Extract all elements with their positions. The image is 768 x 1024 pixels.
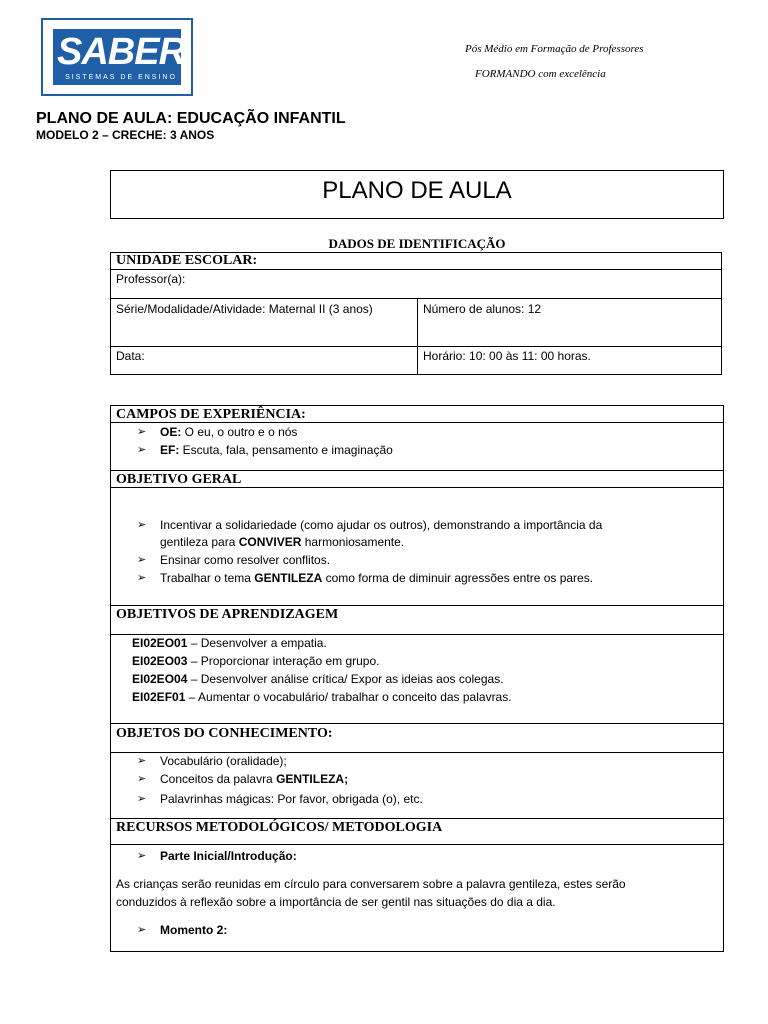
professor-field: Professor(a): xyxy=(111,270,722,299)
momento-2: Momento 2: xyxy=(160,923,228,937)
arrow-bullet-icon: ➢ xyxy=(137,793,147,805)
aprend-item-4: EI02EF01 – Aumentar o vocabulário/ trabalhar o conceito das palavras. xyxy=(132,690,512,704)
aprend-item-3: EI02EO04 – Desenvolver análise crítica/ Expor as ideias aos colegas. xyxy=(132,672,504,686)
arrow-bullet-icon: ➢ xyxy=(137,444,147,456)
objetivo-geral-title: OBJETIVO GERAL xyxy=(110,470,724,488)
objetivo-item-1: Incentivar a solidariedade (como ajudar os outros), demonstrando a importância da xyxy=(160,518,603,532)
identification-table xyxy=(110,252,722,375)
campo-item-ef: EF: Escuta, fala, pensamento e imaginação xyxy=(160,443,393,457)
arrow-bullet-icon: ➢ xyxy=(137,519,147,531)
header-slogan: FORMANDO com excelência xyxy=(475,68,606,80)
objetivo-item-1-cont: gentileza para CONVIVER harmoniosamente. xyxy=(160,535,405,549)
document-title: PLANO DE AULA: EDUCAÇÃO INFANTIL xyxy=(36,110,346,127)
serie-field: Série/Modalidade/Atividade: Maternal II (3 anos) xyxy=(111,299,418,347)
document-subtitle: MODELO 2 – CRECHE: 3 ANOS xyxy=(36,128,215,142)
objetos-title: OBJETOS DO CONHECIMENTO: xyxy=(110,723,724,753)
recursos-title: RECURSOS METODOLÓGICOS/ METODOLOGIA xyxy=(110,818,724,845)
logo-tagline: SISTEMAS DE ENSINO xyxy=(65,74,177,81)
logo-name: SABER xyxy=(57,31,186,73)
arrow-bullet-icon: ➢ xyxy=(137,554,147,566)
objetivos-aprendizagem-title: OBJETIVOS DE APRENDIZAGEM xyxy=(110,605,724,635)
plano-title-box xyxy=(110,170,724,219)
recursos-paragraph-line2: conduzidos à reflexão sobre a importância de ser gentil nas situações do dia a dia. xyxy=(116,895,556,909)
section-bottom-border xyxy=(110,951,724,952)
arrow-bullet-icon: ➢ xyxy=(137,755,147,767)
num-alunos-field: Número de alunos: 12 xyxy=(418,299,722,347)
aprend-item-2: EI02EO03 – Proporcionar interação em grupo. xyxy=(132,654,380,668)
unidade-escolar: UNIDADE ESCOLAR: xyxy=(111,253,722,270)
parte-inicial: Parte Inicial/Introdução: xyxy=(160,849,297,863)
aprend-item-1: EI02EO01 – Desenvolver a empatia. xyxy=(132,636,327,650)
dados-title: DADOS DE IDENTIFICAÇÃO xyxy=(328,236,506,251)
recursos-paragraph-line1: As crianças serão reunidas em círculo para conversarem sobre a palavra gentileza, estes serão xyxy=(116,877,626,891)
objetivo-item-2: Ensinar como resolver conflitos. xyxy=(160,553,331,567)
campo-item-oe: OE: O eu, o outro e o nós xyxy=(160,425,298,439)
header-course: Pós Médio em Formação de Professores xyxy=(465,43,644,55)
horario-field: Horário: 10: 00 às 11: 00 horas. xyxy=(418,347,722,375)
arrow-bullet-icon: ➢ xyxy=(137,850,147,862)
objetos-item-2: Conceitos da palavra GENTILEZA; xyxy=(160,772,349,786)
objetos-item-3: Palavrinhas mágicas: Por favor, obrigada (o), etc. xyxy=(160,792,423,806)
saber-logo xyxy=(41,18,193,96)
arrow-bullet-icon: ➢ xyxy=(137,572,147,584)
objetivo-item-3: Trabalhar o tema GENTILEZA como forma de diminuir agressões entre os pares. xyxy=(160,571,594,585)
arrow-bullet-icon: ➢ xyxy=(137,924,147,936)
campos-title: CAMPOS DE EXPERIÊNCIA: xyxy=(110,405,724,423)
arrow-bullet-icon: ➢ xyxy=(137,773,147,785)
data-field: Data: xyxy=(111,347,418,375)
logo-block xyxy=(53,29,186,85)
plano-title: PLANO DE AULA xyxy=(322,177,512,204)
objetos-item-1: Vocabulário (oralidade); xyxy=(160,754,287,768)
arrow-bullet-icon: ➢ xyxy=(137,426,147,438)
